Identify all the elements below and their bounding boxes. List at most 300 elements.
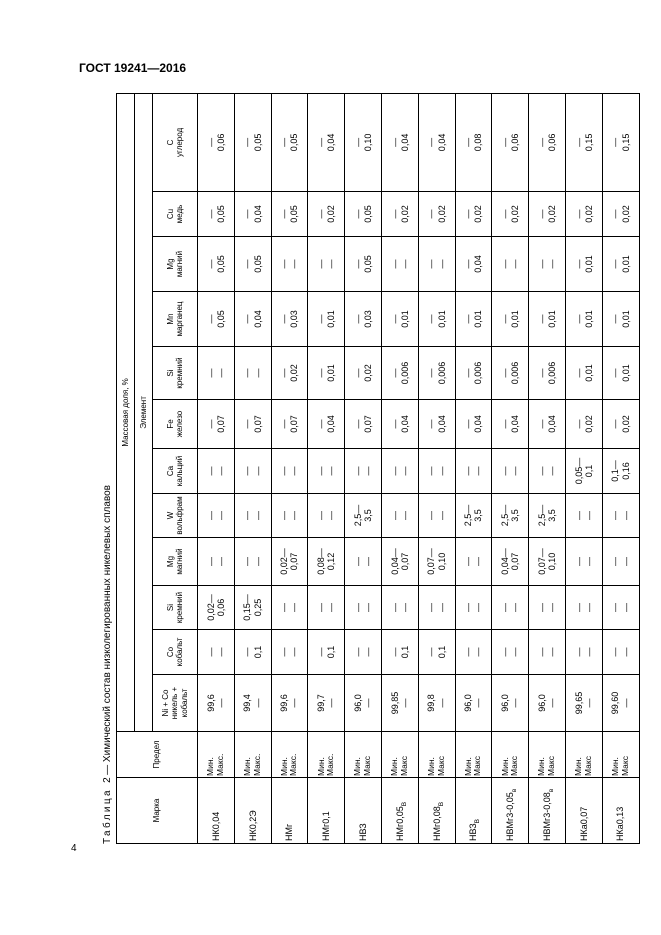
value-cell xyxy=(234,93,271,191)
value-max: 0,03 xyxy=(289,310,300,328)
value-max: — xyxy=(289,466,300,476)
limit-min: Мин. xyxy=(315,757,326,776)
value-max: — xyxy=(436,511,447,520)
value-min: — xyxy=(573,209,584,219)
value-max: — xyxy=(583,647,594,657)
value-cell xyxy=(529,449,566,494)
value-cell xyxy=(345,400,382,449)
value-min: — xyxy=(352,603,363,612)
value-cell xyxy=(381,400,418,449)
value-max: 0,07 xyxy=(510,552,521,571)
value-cell xyxy=(492,449,529,494)
value-max: — xyxy=(363,557,374,566)
value-min: — xyxy=(242,557,253,566)
value-max: — xyxy=(620,511,631,520)
value-cell xyxy=(198,237,235,292)
grade-cell xyxy=(418,778,455,844)
value-cell xyxy=(308,494,345,538)
limit-max: Макс xyxy=(472,756,483,776)
grade-subscript: в xyxy=(547,788,555,793)
rotated-table-area xyxy=(98,94,639,844)
value-min: — xyxy=(205,137,216,147)
limit-cell xyxy=(529,732,566,778)
value-cell xyxy=(455,292,492,347)
value-min: 0,04— xyxy=(389,548,400,575)
value-min: — xyxy=(499,419,510,429)
limit-cell xyxy=(308,732,345,778)
value-max: 0,05 xyxy=(289,133,300,152)
value-min: — xyxy=(389,647,400,657)
value-cell xyxy=(271,292,308,347)
value-min: — xyxy=(242,647,253,657)
value-min: — xyxy=(426,419,437,429)
value-cell xyxy=(198,494,235,538)
limit-max: Макс xyxy=(398,756,409,776)
value-cell xyxy=(308,400,345,449)
limit-min: Мин. xyxy=(536,757,547,776)
value-min: — xyxy=(315,137,326,147)
value-cell xyxy=(234,586,271,630)
value-cell xyxy=(565,586,602,630)
value-min: — xyxy=(279,466,290,476)
element-name: магний xyxy=(175,250,184,278)
value-cell xyxy=(418,675,455,732)
value-cell xyxy=(492,494,529,538)
value-max: 0,08 xyxy=(473,133,484,152)
value-cell xyxy=(271,538,308,586)
grade-cell xyxy=(345,778,382,844)
value-min: — xyxy=(536,259,547,269)
value-cell xyxy=(602,675,639,732)
value-max: 0,04 xyxy=(473,415,484,433)
value-cell xyxy=(602,538,639,586)
value-cell xyxy=(271,400,308,449)
value-max: 0,02 xyxy=(583,205,594,223)
value-cell xyxy=(234,538,271,586)
value-min: — xyxy=(573,511,584,520)
value-min: — xyxy=(536,368,547,378)
value-max: 0,05 xyxy=(215,205,226,223)
value-cell xyxy=(345,630,382,675)
value-max: 0,04 xyxy=(473,255,484,273)
limit-max: Макс. xyxy=(325,753,336,776)
limit-cell xyxy=(234,732,271,778)
grade-subscript: В xyxy=(437,801,445,807)
value-cell xyxy=(602,93,639,191)
value-cell xyxy=(602,292,639,347)
value-max: — xyxy=(583,603,594,612)
grade-cell xyxy=(308,778,345,844)
value-min: — xyxy=(536,209,547,219)
element-name: углерод xyxy=(175,127,184,158)
value-max: 0,05 xyxy=(215,255,226,273)
value-max: 0,06 xyxy=(510,133,521,152)
value-max: 0,006 xyxy=(436,361,447,385)
value-max: — xyxy=(399,466,410,476)
element-symbol: Ni + Co xyxy=(161,689,171,717)
value-max: 0,006 xyxy=(399,361,410,385)
table-caption-label: Таблица 2 xyxy=(101,774,113,844)
header-limit: Предел xyxy=(117,732,198,778)
value-max: 0,01 xyxy=(583,310,594,328)
table-caption xyxy=(98,94,116,844)
value-cell xyxy=(381,237,418,292)
limit-min: Мин. xyxy=(205,757,216,776)
value-cell xyxy=(602,586,639,630)
value-min: — xyxy=(352,137,363,147)
grade-name: НКа0,13 xyxy=(615,806,626,841)
element-name: магний xyxy=(175,548,184,575)
value-cell xyxy=(602,347,639,400)
value-cell xyxy=(198,449,235,494)
value-max: 0,07 xyxy=(215,415,226,433)
value-min: 0,02— xyxy=(279,548,290,575)
value-cell xyxy=(418,630,455,675)
value-min: 99,6 xyxy=(205,694,216,712)
value-cell xyxy=(345,449,382,494)
value-cell xyxy=(529,93,566,191)
value-min: — xyxy=(205,209,216,219)
value-min: — xyxy=(426,259,437,269)
value-max: 0,10 xyxy=(547,552,558,571)
value-min: — xyxy=(279,511,290,520)
value-cell xyxy=(529,192,566,237)
value-min: — xyxy=(426,137,437,147)
value-cell xyxy=(308,292,345,347)
value-min: — xyxy=(573,314,584,324)
value-min: — xyxy=(389,419,400,429)
value-min: — xyxy=(499,368,510,378)
value-max: 0,01 xyxy=(583,364,594,382)
value-min: — xyxy=(389,368,400,378)
value-cell xyxy=(345,292,382,347)
value-cell xyxy=(234,237,271,292)
value-min: 99,6 xyxy=(279,694,290,712)
value-min: — xyxy=(536,647,547,657)
value-min: — xyxy=(426,466,437,476)
value-min: 2,5— xyxy=(499,504,510,527)
value-max: 0,02 xyxy=(510,205,521,223)
value-max: — xyxy=(510,466,521,476)
value-cell xyxy=(418,93,455,191)
limit-min: Мин. xyxy=(389,757,400,776)
value-max: 0,05 xyxy=(363,255,374,273)
value-cell xyxy=(602,192,639,237)
limit-min: Мин. xyxy=(352,757,363,776)
value-max: 0,05 xyxy=(215,310,226,328)
value-cell xyxy=(271,449,308,494)
value-min: — xyxy=(426,511,437,520)
grade-name: НВЗ xyxy=(357,823,368,841)
value-min: — xyxy=(242,466,253,476)
value-max: — xyxy=(215,647,226,657)
grade-cell xyxy=(271,778,308,844)
value-min: — xyxy=(536,137,547,147)
value-min: — xyxy=(242,259,253,269)
value-max: — xyxy=(510,259,521,269)
limit-cell xyxy=(492,732,529,778)
value-cell xyxy=(418,347,455,400)
value-cell xyxy=(308,237,345,292)
value-max: 0,04 xyxy=(547,415,558,433)
limit-cell xyxy=(455,732,492,778)
value-cell xyxy=(418,292,455,347)
value-max: — xyxy=(215,698,226,708)
value-max: 0,04 xyxy=(510,415,521,433)
element-name: никель + кобальт xyxy=(170,686,189,720)
value-cell xyxy=(418,237,455,292)
value-max: 0,01 xyxy=(620,364,631,382)
value-cell xyxy=(602,494,639,538)
value-min: — xyxy=(242,314,253,324)
value-max: — xyxy=(252,466,263,476)
limit-cell xyxy=(271,732,308,778)
value-min: 99,65 xyxy=(573,691,584,715)
value-cell xyxy=(565,292,602,347)
limit-cell xyxy=(198,732,235,778)
table-row xyxy=(529,93,566,843)
header-element-9 xyxy=(153,237,198,292)
grade-name: НВМг3-0,05 xyxy=(505,792,516,841)
value-max: — xyxy=(473,603,484,612)
value-max: — xyxy=(399,511,410,520)
value-cell xyxy=(198,292,235,347)
value-max: 0,01 xyxy=(473,310,484,328)
value-cell xyxy=(565,400,602,449)
header-element-10 xyxy=(153,192,198,237)
value-min: — xyxy=(463,137,474,147)
value-max: — xyxy=(363,603,374,612)
element-symbol: W xyxy=(165,511,175,520)
value-min: — xyxy=(463,466,474,476)
value-min: — xyxy=(279,419,290,429)
value-cell xyxy=(381,538,418,586)
header-element-1 xyxy=(153,630,198,675)
header-element-6 xyxy=(153,400,198,449)
value-cell xyxy=(529,237,566,292)
value-max: 0,01 xyxy=(436,310,447,328)
value-cell xyxy=(198,630,235,675)
table-row xyxy=(602,93,639,843)
element-name: кремний xyxy=(175,357,184,389)
grade-subscript: В xyxy=(400,801,408,807)
value-cell xyxy=(234,292,271,347)
value-max: — xyxy=(583,557,594,566)
value-min: — xyxy=(352,314,363,324)
value-cell xyxy=(455,538,492,586)
value-min: — xyxy=(499,647,510,657)
value-max: — xyxy=(547,698,558,708)
value-max: 0,12 xyxy=(326,552,337,571)
element-symbol: Cu xyxy=(165,208,175,220)
value-min: 0,07— xyxy=(426,548,437,575)
value-cell xyxy=(381,675,418,732)
value-cell xyxy=(455,494,492,538)
value-min: — xyxy=(242,419,253,429)
value-max: 0,07 xyxy=(289,415,300,433)
grade-subscript: в xyxy=(510,788,518,793)
limit-min: Мин. xyxy=(425,757,436,776)
value-min: — xyxy=(389,209,400,219)
value-cell xyxy=(529,347,566,400)
value-cell xyxy=(418,538,455,586)
value-cell xyxy=(492,675,529,732)
element-symbol: Ca xyxy=(165,465,175,477)
value-max: 0,02 xyxy=(620,205,631,223)
table-row xyxy=(345,93,382,843)
value-max: 0,04 xyxy=(436,415,447,433)
value-min: — xyxy=(315,647,326,657)
value-min: — xyxy=(610,314,621,324)
value-min: — xyxy=(315,209,326,219)
limit-min: Мин. xyxy=(241,757,252,776)
limit-max: Макс xyxy=(619,756,630,776)
value-min: — xyxy=(573,368,584,378)
value-min: — xyxy=(279,603,290,612)
value-min: 99,85 xyxy=(389,691,400,715)
limit-max: Макс. xyxy=(251,753,262,776)
value-cell xyxy=(529,292,566,347)
value-max: — xyxy=(473,647,484,657)
value-max: 0,05 xyxy=(252,133,263,152)
value-min: — xyxy=(279,259,290,269)
value-cell xyxy=(455,237,492,292)
value-min: 96,0 xyxy=(536,694,547,712)
value-cell xyxy=(308,675,345,732)
value-cell xyxy=(602,449,639,494)
value-cell xyxy=(381,494,418,538)
value-max: — xyxy=(620,698,631,708)
value-max: 0,04 xyxy=(436,133,447,152)
value-max: 0,006 xyxy=(473,361,484,385)
value-min: 96,0 xyxy=(499,694,510,712)
value-cell xyxy=(492,237,529,292)
value-min: — xyxy=(279,314,290,324)
limit-max: Макс xyxy=(435,756,446,776)
value-cell xyxy=(234,449,271,494)
page-number: 4 xyxy=(71,843,77,854)
value-cell xyxy=(381,292,418,347)
value-cell xyxy=(602,237,639,292)
grade-cell xyxy=(492,778,529,844)
value-max: — xyxy=(399,698,410,708)
value-min: — xyxy=(389,259,400,269)
value-min: — xyxy=(463,603,474,612)
value-min: 96,0 xyxy=(463,694,474,712)
value-cell xyxy=(198,192,235,237)
limit-min: Мин. xyxy=(573,757,584,776)
value-max: 0,006 xyxy=(547,361,558,385)
value-max: 0,06 xyxy=(215,133,226,152)
value-max: — xyxy=(436,466,447,476)
table-row xyxy=(565,93,602,843)
value-max: 0,02 xyxy=(620,415,631,433)
limit-min: Мин. xyxy=(278,757,289,776)
value-max: 3,5 xyxy=(510,509,521,522)
value-max: — xyxy=(215,466,226,476)
value-min: — xyxy=(352,647,363,657)
value-min: — xyxy=(205,419,216,429)
value-min: — xyxy=(610,419,621,429)
value-max: — xyxy=(215,368,226,378)
value-cell xyxy=(455,449,492,494)
value-max: — xyxy=(326,511,337,520)
element-symbol: Mn xyxy=(165,313,175,325)
value-cell xyxy=(308,630,345,675)
value-min: — xyxy=(536,314,547,324)
value-min: — xyxy=(499,314,510,324)
value-cell xyxy=(602,630,639,675)
value-min: — xyxy=(205,511,216,520)
value-min: 99,60 xyxy=(610,691,621,715)
value-max: — xyxy=(547,647,558,657)
value-cell xyxy=(455,630,492,675)
header-element-2 xyxy=(153,586,198,630)
value-cell xyxy=(529,586,566,630)
table-caption-text: — Химический состав низколегированных никелевых сплавов xyxy=(101,485,113,775)
value-cell xyxy=(345,494,382,538)
value-cell xyxy=(455,400,492,449)
element-symbol: Si xyxy=(165,369,175,377)
value-min: — xyxy=(463,209,474,219)
table-row xyxy=(198,93,235,843)
value-cell xyxy=(271,630,308,675)
value-min: — xyxy=(389,137,400,147)
value-max: 0,25 xyxy=(252,598,263,617)
value-cell xyxy=(565,494,602,538)
value-min: — xyxy=(426,647,437,657)
value-max: 0,006 xyxy=(510,361,521,385)
grade-cell xyxy=(381,778,418,844)
value-min: 99,7 xyxy=(315,694,326,712)
value-min: — xyxy=(499,209,510,219)
value-cell xyxy=(565,237,602,292)
value-cell xyxy=(381,586,418,630)
value-min: — xyxy=(536,466,547,476)
value-min: — xyxy=(610,647,621,657)
value-max: — xyxy=(326,466,337,476)
value-min: — xyxy=(389,314,400,324)
table-row xyxy=(271,93,308,843)
value-cell xyxy=(529,494,566,538)
value-max: 0,04 xyxy=(399,415,410,433)
table-row xyxy=(455,93,492,843)
header-element-4 xyxy=(153,494,198,538)
value-cell xyxy=(271,675,308,732)
value-cell xyxy=(381,192,418,237)
header-element-0 xyxy=(153,675,198,732)
value-min: — xyxy=(205,259,216,269)
value-max: — xyxy=(620,603,631,612)
value-max: — xyxy=(620,557,631,566)
value-max: — xyxy=(326,603,337,612)
value-max: 0,01 xyxy=(547,310,558,328)
value-cell xyxy=(565,192,602,237)
limit-cell xyxy=(418,732,455,778)
value-min: 2,5— xyxy=(463,504,474,527)
value-min: 0,07— xyxy=(536,548,547,575)
header-grade: Марка xyxy=(117,778,198,844)
value-min: — xyxy=(463,259,474,269)
value-cell xyxy=(455,93,492,191)
value-min: — xyxy=(610,368,621,378)
element-name: кремний xyxy=(175,591,184,624)
value-max: — xyxy=(473,557,484,566)
element-symbol: Si xyxy=(165,603,175,612)
value-cell xyxy=(345,237,382,292)
grade-cell xyxy=(234,778,271,844)
value-cell xyxy=(455,192,492,237)
